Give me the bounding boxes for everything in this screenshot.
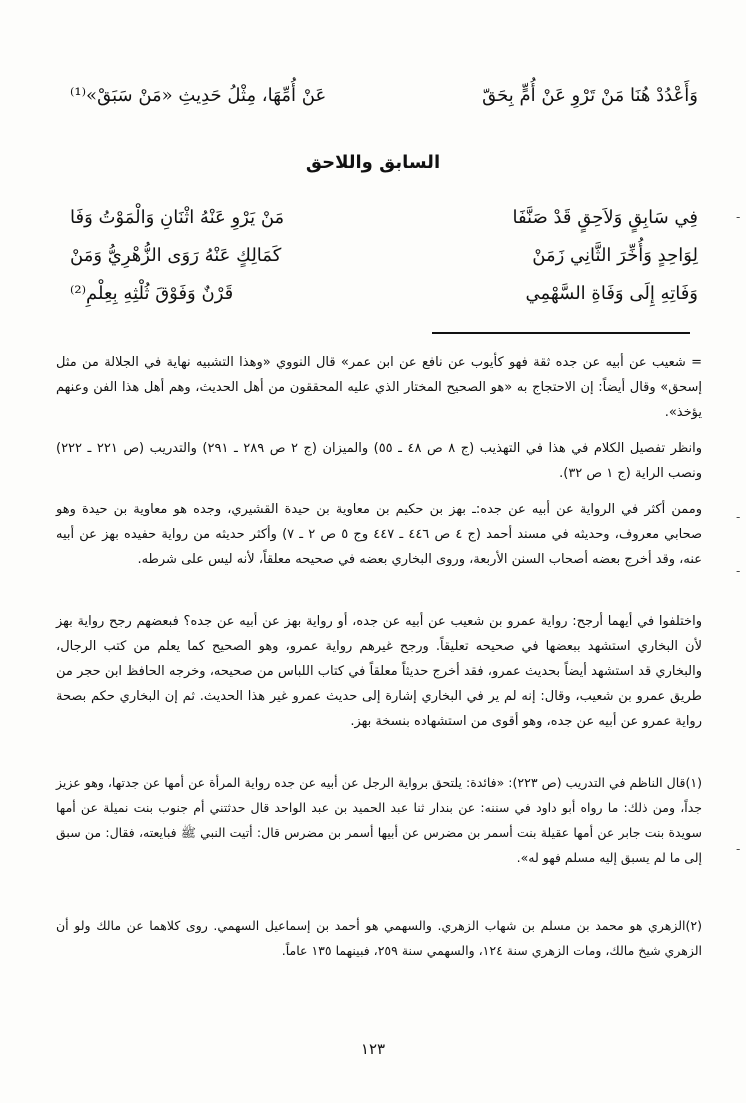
page-number: ١٢٣ [360,1040,386,1058]
margin-mark: - [736,842,741,856]
footnote-separator-rule [432,332,690,334]
verse-hemistich-right: وَفَاتِهِ إِلَى وَفَاةِ السَّهْمِي [525,283,698,304]
verse-hemistich-left: كَمَالِكٍ عَنْهُ رَوَى الزُّهْرِيُّ وَمَنْ [70,245,282,266]
commentary-paragraph: واختلفوا في أيهما أرجح: رواية عمرو بن شعيب عن أبيه عن جده، أو رواية بهز عن أبيه عن جده؟ فبعضهم رجح رواية بهز لأن البخاري استشهد ببعضها في صحيحه تعليقاً. ورجح غيرهم رواية عمرو، وهو الصحيح كما يعلم من كتب الرجال، والبخاري قد استشهد أيضاً بحديث عمرو، فقد أخرج حديثاً معلقاً في كتاب اللباس من صحيحه، وخرجه الحافظ ابن حجر من طريق عمرو بن شعيب، وقال: إنه لم ير في البخاري إشارة إلى حديث عمرو غير هذا الحديث. ثم إن البخاري حكم بصحة رواية عمرو عن أبيه عن جده، وهو أقوى من استشهاده بنسخة بهز. [56,614,702,729]
margin-mark: - [736,510,741,524]
verse-line [70,236,698,276]
verse-line [70,198,698,238]
verse-hemistich-right: فِي سَابِقٍ وَلاَحِقٍ قَدْ صَنَّفَا [512,207,698,228]
verse-line [70,274,698,314]
footnote: (١)قال الناظم في التدريب (ص ٢٢٣): «فائدة: يلتحق برواية الرجل عن أبيه عن جده رواية المرأة عن أمها عن جدتها، وهو عزيز جداً، ومن ذلك: ما رواه أبو داود في سننه: عن بندار ثنا عبد الحميد بن عبد الواحد قال حدثتني أم جنوب بنت نميلة عن أمها سويدة بنت جابر عن أمها عقيلة بنت أسمر بن مضرس عن أبيها أسمر بن مضرس قال: أتيت النبي ﷺ فبايعته، فقال: من سبق إلى ما لم يسبق إليه مسلم فهو له». [56,775,702,865]
margin-mark: - [736,564,741,578]
margin-mark: - [736,210,741,224]
intro-verse [70,76,698,116]
footnote: (٢)الزهري هو محمد بن مسلم بن شهاب الزهري. والسهمي هو أحمد بن إسماعيل السهمي. روى كلاهما عن مالك ولو أن الزهري شيخ مالك، ومات الزهري سنة ١٢٤، والسهمي سنة ٢٥٩، فبينهما ١٣٥ عاماً. [56,918,702,958]
verse-hemistich-left: مَنْ يَرْوِ عَنْهُ اثْنَانِ وَالْمَوْتُ وَفَا [70,207,285,228]
section-title: السابق واللاحق [305,152,441,173]
commentary-paragraph: = شعيب عن أبيه عن جده ثقة فهو كأيوب عن نافع عن ابن عمر» قال النووي «وهذا التشبيه نهاية في الجلالة من مثل إسحق» وقال أيضاً: إن الاحتجاج به «هو الصحيح المختار الذي عليه المحققون من أهل الحديث، وهم أهل هذا الفن وعنهم يؤخذ». [56,355,702,420]
commentary-paragraph: وانظر تفصيل الكلام في هذا في التهذيب (ج ٨ ص ٤٨ ـ ٥٥) والميزان (ج ٢ ص ٢٨٩ ـ ٢٩١) والتدريب (ص ٢٢١ ـ ٢٢٢) ونصب الراية (ج ١ ص ٣٢). [56,441,703,481]
commentary-paragraph: وممن أكثر في الرواية عن أبيه عن جده:ـ بهز بن حكيم بن معاوية بن حيدة القشيري، وجده هو معاوية بن حيدة وهو صحابي معروف، وحديثه في مسند أحمد (ج ٤ ص ٤٤٦ ـ ٤٤٧ وج ٥ ص ٢ ـ ٧) وأكثر حديثه من رواية حفيده بهز عن أبيه عنه، وقد أخرج بعضه أصحاب السنن الأربعة، وروى البخاري بعضه في صحيحه معلقاً، لأنه ليس على شرطه. [56,502,703,567]
verse-hemistich-left: عَنْ أُمِّهَا، مِثْلُ حَدِيثِ «مَنْ سَبَقْ»⁽¹⁾ [70,85,327,106]
verse-hemistich-right: لِوَاحِدٍ وَأُخِّرَ الثَّانِي زَمَنْ [532,245,698,266]
verse-hemistich-right: وَأَعْدُدْ هُنَا مَنْ تَرْوِ عَنْ أُمٍّ بِحَقّ [482,85,698,106]
verse-hemistich-left: قَرْنٌ وَفَوْقَ ثُلْثِهِ بِعِلْمِ⁽²⁾ [70,283,234,304]
